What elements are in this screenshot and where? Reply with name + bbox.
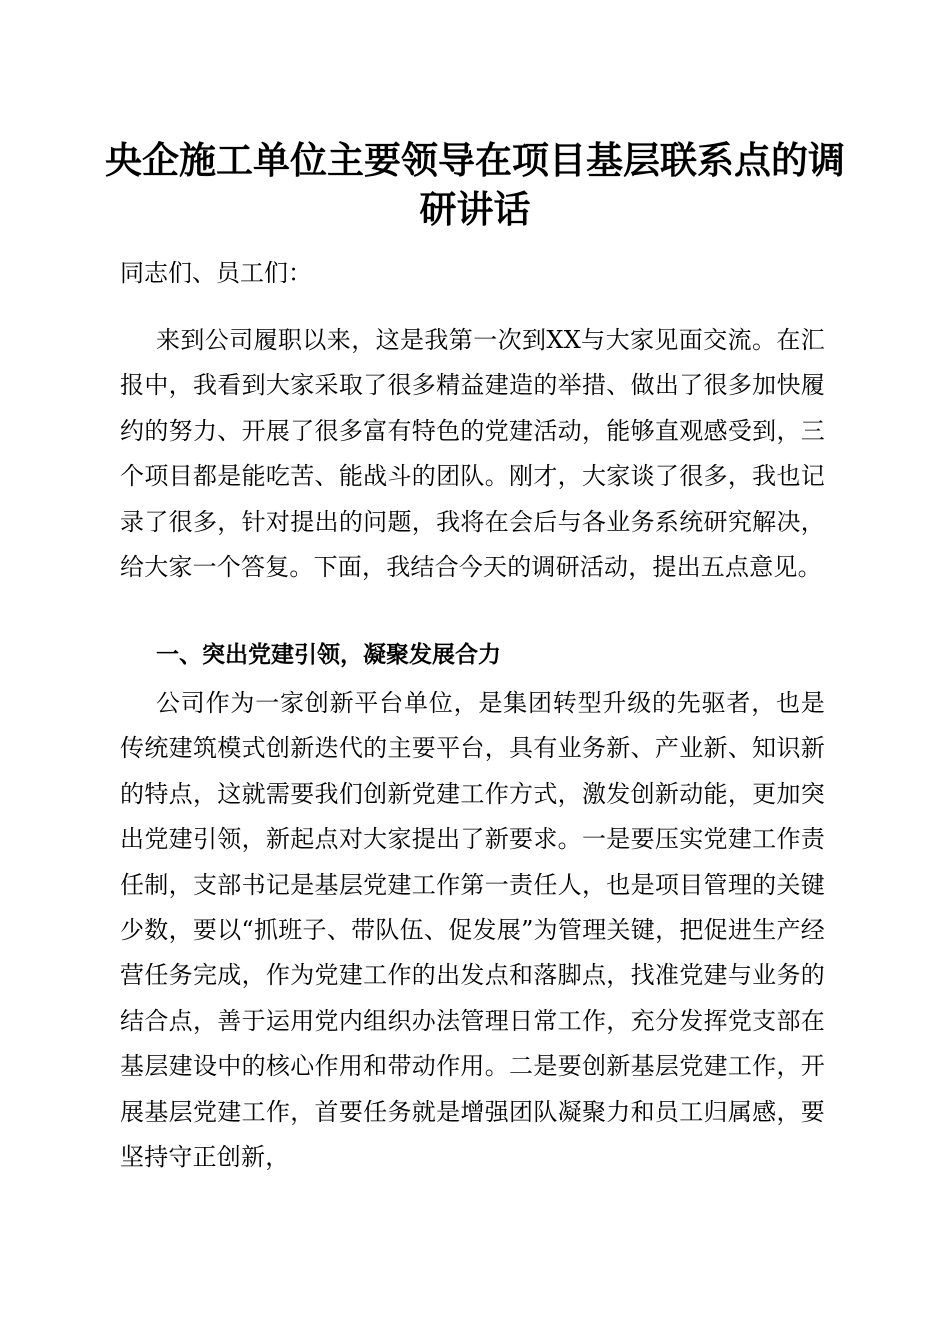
paragraph-intro: 来到公司履职以来，这是我第一次到XX与大家见面交流。在汇报中，我看到大家采取了很多精益建造的举措、做出了很多加快履约的努力、开展了很多富有特色的党建活动，能够直观感受到，三个项目都是能吃苦、能战斗的团队。刚才，大家谈了很多，我也记录了很多，针对提出的问题，我将在会后与各业务系统研究解决，给大家一个答复。下面，我结合今天的调研活动，提出五点意见。 — [120, 326, 825, 582]
paragraph-section-1: 公司作为一家创新平台单位，是集团转型升级的先驱者，也是传统建筑模式创新迭代的主要平台，具有业务新、产业新、知识新的特点，这就需要我们创新党建工作方式，激发创新动能，更加突出党建引领，新起点对大家提出了新要求。一是要压实党建工作责任制，支部书记是基层党建工作第一责任人，也是项目管理的关键少数，要以“抓班子、带队伍、促发展”为管理关键，把促进生产经营任务完成，作为党建工作的出发点和落脚点，找准党建与业务的结合点，善于运用党内组织办法管理日常工作，充分发挥党支部在基层建设中的核心作用和带动作用。二是要创新基层党建工作，开展基层党建工作，首要任务就是增强团队凝聚力和员工归属感，要坚持守正创新， — [120, 689, 825, 1172]
document-title-line-2: 研讲话 — [419, 187, 531, 231]
greeting: 同志们、员工们： — [120, 259, 312, 287]
document-title-line-1: 央企施工单位主要领导在项目基层联系点的调 — [105, 138, 845, 182]
section-heading-1: 一、突出党建引领，凝聚发展合力 — [156, 642, 501, 668]
